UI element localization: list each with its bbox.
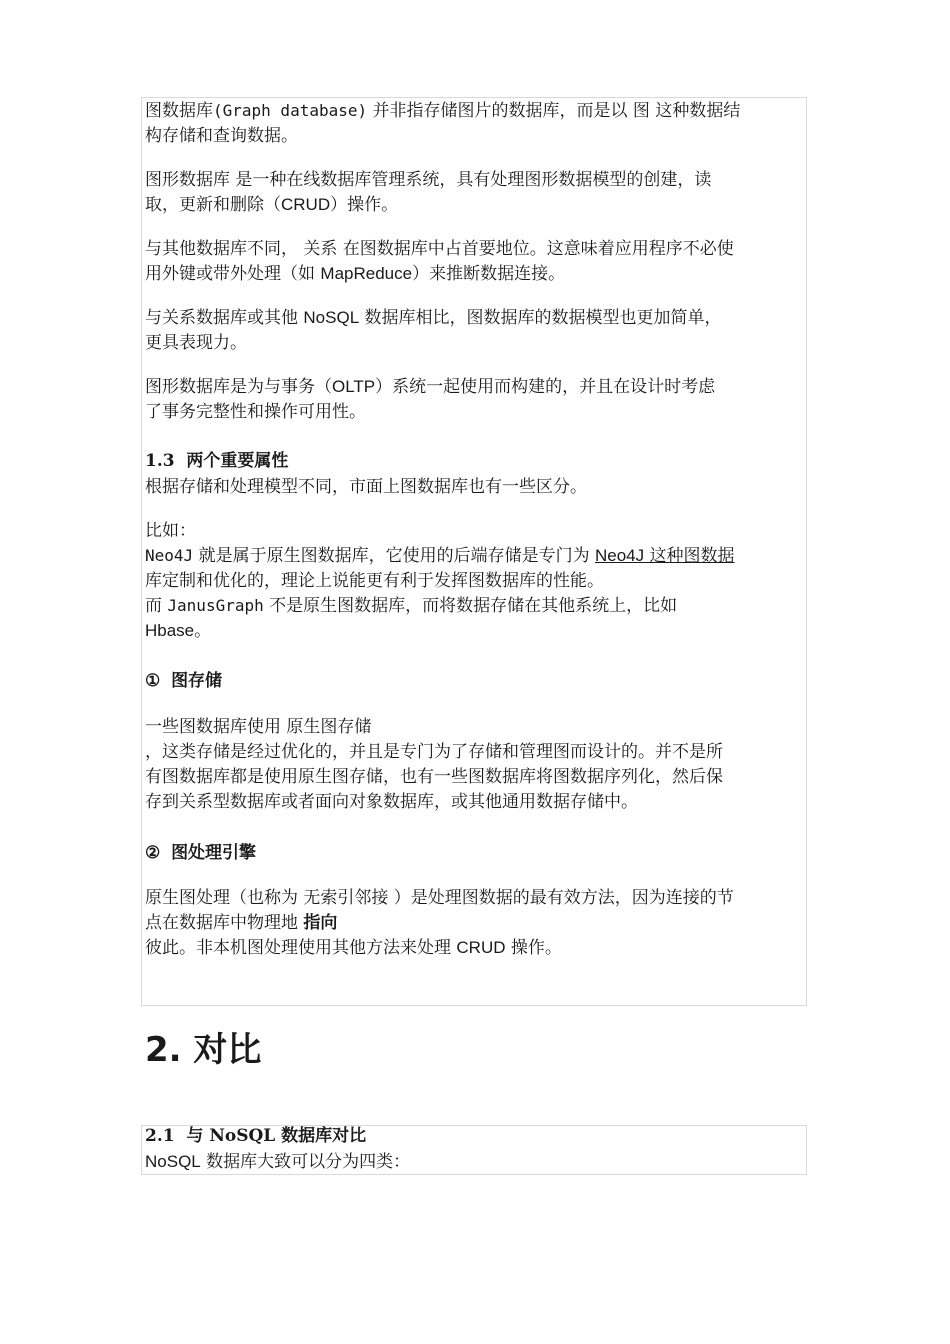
paragraph-line: 根据存储和处理模型不同，市面上图数据库也有一些区分。 xyxy=(145,477,587,497)
paragraph-line: 更具表现力。 xyxy=(145,333,247,353)
paragraph-line: 了事务完整性和操作可用性。 xyxy=(145,402,366,422)
paragraph-line: 库定制和优化的，理论上说能更有利于发挥图数据库的性能。 xyxy=(145,571,604,591)
subheading-graph-storage: ① 图存储 xyxy=(145,671,223,691)
paragraph-line: 用外键或带外处理（如 MapReduce）来推断数据连接。 xyxy=(145,264,566,284)
paragraph-line: 彼此。非本机图处理使用其他方法来处理 CRUD 操作。 xyxy=(145,938,562,958)
section-heading-1-3: 1.3 两个重要属性 xyxy=(145,451,289,471)
paragraph-line: 原生图处理（也称为 无索引邻接 ）是处理图数据的最有效方法，因为连接的节 xyxy=(145,888,734,908)
paragraph-line: ，这类存储是经过优化的，并且是专门为了存储和管理图而设计的。并不是所 xyxy=(145,742,723,762)
paragraph-line: 图数据库(Graph database) 并非指存储图片的数据库，而是以 图 这种数据结 xyxy=(145,101,741,121)
section-heading-2: 2. 对比 xyxy=(145,1030,262,1070)
neo4j-link[interactable]: Neo4J xyxy=(594,546,645,565)
paragraph-line: 有图数据库都是使用原生图存储，也有一些图数据库将图数据序列化，然后保 xyxy=(145,767,723,787)
paragraph-line: 一些图数据库使用 原生图存储 xyxy=(145,717,372,737)
paragraph-line: Neo4J 就是属于原生图数据库，它使用的后端存储是专门为 Neo4J 这种图数据 xyxy=(145,546,735,566)
section-heading-2-1: 2.1 与 NoSQL 数据库对比 xyxy=(145,1126,367,1146)
paragraph-line: 图形数据库是为与事务（OLTP）系统一起使用而构建的，并且在设计时考虑 xyxy=(145,377,716,397)
paragraph-line: Hbase。 xyxy=(145,621,212,641)
paragraph-line: 而 JanusGraph 不是原生图数据库，而将数据存储在其他系统上，比如 xyxy=(145,596,678,616)
paragraph-line: 比如： xyxy=(145,521,196,541)
paragraph-line: 点在数据库中物理地 指向 xyxy=(145,913,338,933)
paragraph-line: NoSQL 数据库大致可以分为四类： xyxy=(145,1152,411,1172)
paragraph-line: 与其他数据库不同， 关系 在图数据库中占首要地位。这意味着应用程序不必使 xyxy=(145,239,734,259)
paragraph-line: 与关系数据库或其他 NoSQL 数据库相比，图数据库的数据模型也更加简单， xyxy=(145,308,722,328)
paragraph-line: 存到关系型数据库或者面向对象数据库，或其他通用数据存储中。 xyxy=(145,792,638,812)
paragraph-line: 构存储和查询数据。 xyxy=(145,126,298,146)
subheading-graph-engine: ② 图处理引擎 xyxy=(145,843,257,863)
paragraph-line: 图形数据库 是一种在线数据库管理系统，具有处理图形数据模型的创建，读 xyxy=(145,170,712,190)
paragraph-line: 取，更新和删除（CRUD）操作。 xyxy=(145,195,399,215)
